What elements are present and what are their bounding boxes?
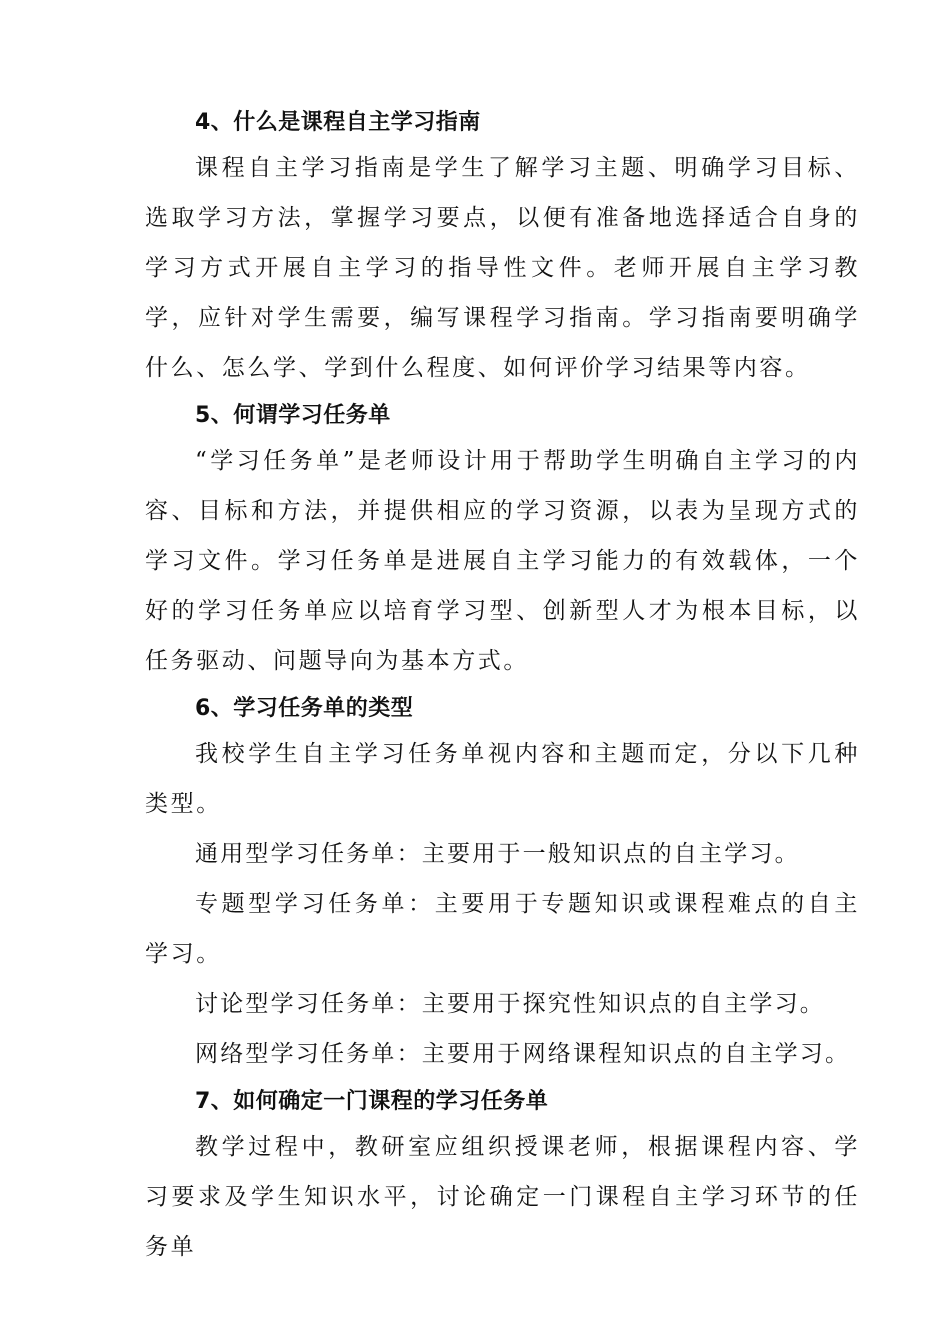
paragraph: 讨论型学习任务单：主要用于探究性知识点的自主学习。 <box>195 991 825 1017</box>
paragraph: 教学过程中，教研室应组织授课老师，根据课程内容、学习要求及学生知识水平，讨论确定一门课程自主学习环节的任务单 <box>145 1134 860 1260</box>
paragraph: “学习任务单”是老师设计用于帮助学生明确自主学习的内容、目标和方法，并提供相应的学习资源，以表为呈现方式的学习文件。学习任务单是进展自主学习能力的有效载体，一个好的学习任务单应以培育学习型、创新型人才为根本目标，以任务驱动、问题导向为基本方式。 <box>145 448 860 674</box>
section-heading: 6、学习任务单的类型 <box>195 696 414 721</box>
section-7 <box>145 1079 860 1272</box>
section-heading: 7、如何确定一门课程的学习任务单 <box>195 1089 549 1114</box>
section-heading: 4、什么是课程自主学习指南 <box>195 110 481 135</box>
paragraph: 通用型学习任务单：主要用于一般知识点的自主学习。 <box>195 841 800 867</box>
document-page <box>145 100 860 1272</box>
section-heading: 5、何谓学习任务单 <box>195 403 391 428</box>
paragraph: 专题型学习任务单：主要用于专题知识或课程难点的自主学习。 <box>145 891 860 967</box>
section-4 <box>145 100 860 393</box>
paragraph: 网络型学习任务单：主要用于网络课程知识点的自主学习。 <box>195 1041 851 1067</box>
section-6 <box>145 686 860 1079</box>
section-5 <box>145 393 860 686</box>
paragraph: 我校学生自主学习任务单视内容和主题而定，分以下几种类型。 <box>145 741 860 817</box>
paragraph: 课程自主学习指南是学生了解学习主题、明确学习目标、选取学习方法，掌握学习要点，以便有准备地选择适合自身的学习方式开展自主学习的指导性文件。老师开展自主学习教学，应针对学生需要，编写课程学习指南。学习指南要明确学什么、怎么学、学到什么程度、如何评价学习结果等内容。 <box>145 155 860 381</box>
